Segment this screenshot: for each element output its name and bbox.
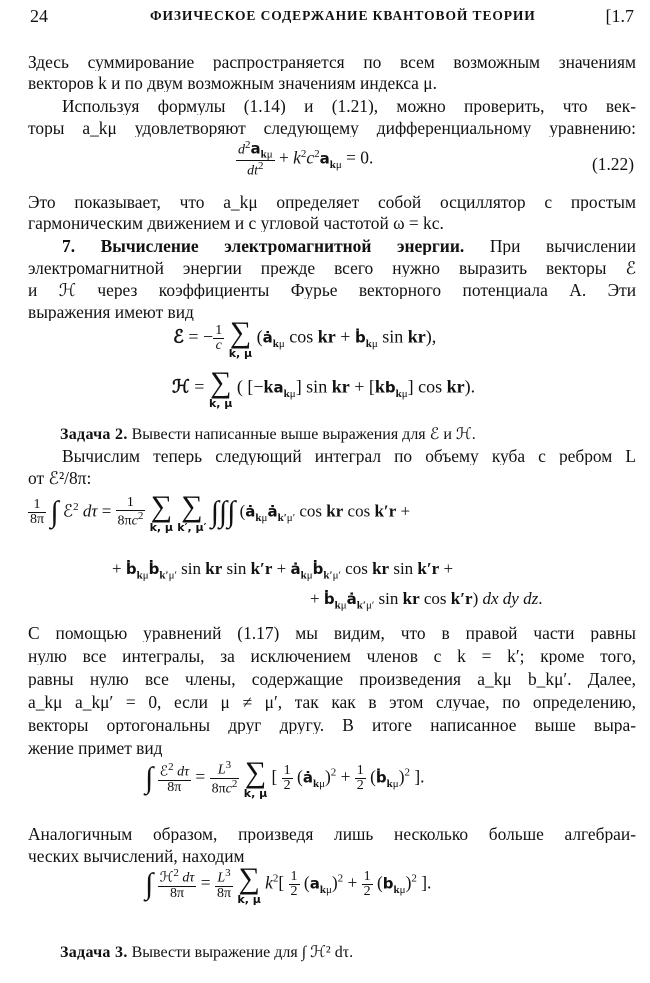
paragraph-line: Здесь суммирование распространяется по всем возможным значениям <box>28 54 636 72</box>
equation-magnetic-energy: ∫ $\frac{ℋ^2 d\tau}{8\pi}$ = $\frac{L^3}{8\pi}$ ∑ k, μ $k^2$[ $\frac{1}{2}$ $(a_{k\mu})^2$ + $\frac{1}{2}$ $(b_{k\mu})^2$ ]. <box>145 862 432 906</box>
equation-1-22: $\frac{d^2a_{k\mu}}{dt^2}$ + $k^2c^2a_{k\mu} = 0$. <box>238 139 374 180</box>
equation-energy-integral-line2: + ḃ$_{k\mu}$ḃ$_{k'\mu'}$ sin kr $\sin k'r + ȧ_{k\mu}ḃ_{k'\mu'}$ cos kr sin k′r + <box>112 559 454 582</box>
paragraph-line: равны нулю все члены, содержащие произведения a_kμ b_kμ′. Далее, <box>28 671 636 689</box>
paragraph-line: Аналогичным образом, произведя лишь несколько больше алгебраи- <box>28 826 636 844</box>
running-header <box>30 6 634 28</box>
paragraph-line: электромагнитной энергии прежде всего нужно выразить векторы ℰ <box>28 260 636 278</box>
paragraph-line: нулю все интегралы, за исключением членов с k = k′; кроме того, <box>28 648 636 666</box>
equation-electric-field: ℰ = − $\frac{1}{c}$ ∑ k, μ ($ȧ_{k\mu}$ cos kr + ḃ$_{k\mu}$ sin kr), <box>173 316 437 360</box>
paragraph-text: При вычислении <box>489 238 636 256</box>
equation-magnetic-field: ℋ = ∑ k, μ ( $[-ka_{k\mu}]$ sin kr + $[kb_{k\mu}]$ cos kr). <box>172 366 476 410</box>
paragraph-line: выражения имеют вид <box>28 304 194 322</box>
section-heading: 7. Вычисление электромагнитной энергии. <box>62 238 465 256</box>
paragraph-line: торы a_kμ удовлетворяют следующему дифференциальному уравнению: <box>28 120 636 138</box>
task-text: Вывести написанные выше выражения для ℰ и ℋ. <box>131 426 476 443</box>
page-number: 24 <box>30 6 48 26</box>
paragraph-line: и ℋ через коэффициенты Фурье векторного потенциала A. Эти <box>28 282 636 300</box>
paragraph-line: Используя формулы (1.14) и (1.21), можно проверить, что век- <box>62 98 636 116</box>
task-label: Задача 3. <box>60 944 128 961</box>
paragraph-line: векторы ортогональны друг другу. В итоге написанное выше выра- <box>28 717 636 735</box>
section-heading-line <box>62 238 636 255</box>
paragraph-line: a_kμ a_kμ′ = 0, если μ ≠ μ′, так как в этом случае, по определению, <box>28 694 636 712</box>
equation-energy-integral: $\frac{1}{8\pi}$ ∫ ℰ$^2$ dτ = $\frac{1}{8\pi c^2}$ ∑ k, μ ∑ k′, μ′ ∫∫∫ ($ȧ_{k\mu}ȧ_{k'\mu'}$ cos kr cos k′r + <box>30 490 411 534</box>
paragraph-line: Это показывает, что a_kμ определяет собой осциллятор с простым <box>28 194 636 212</box>
paragraph-line: жение примет вид <box>28 740 163 758</box>
paragraph-line: гармоническим движением и с угловой частотой ω = kc. <box>28 215 444 233</box>
running-title: ФИЗИЧЕСКОЕ СОДЕРЖАНИЕ КВАНТОВОЙ ТЕОРИИ <box>150 8 536 23</box>
paragraph-line: Вычислим теперь следующий интеграл по объему куба с ребром L <box>62 448 636 466</box>
equation-number: (1.22) <box>591 154 634 174</box>
section-marker: [1.7 <box>605 6 634 26</box>
equation-electric-energy: ∫ $\frac{ℰ^2 d\tau}{8\pi}$ = $\frac{L^3}{8\pi c^2}$ ∑ k, μ [ $\frac{1}{2}$ $(ȧ_{k\mu})^2$ + $\frac{1}{2}$ (ḃ$_{k\mu}$)$^2$ ]. <box>145 756 425 800</box>
paragraph-line: ческих вычислений, находим <box>28 848 245 866</box>
paragraph-line: С помощью уравнений (1.17) мы видим, что в правой части равны <box>28 625 636 643</box>
task-text: Вывести выражение для ∫ ℋ² dτ. <box>131 944 354 961</box>
task-2 <box>60 424 476 444</box>
task-label: Задача 2. <box>60 426 128 443</box>
paragraph-line: векторов k и по двум возможным значениям индекса μ. <box>28 75 437 93</box>
equation-energy-integral-line3: + $ḃ_{k\mu}ȧ_{k'\mu'}$ sin kr cos k′r) dx dy dz. <box>310 589 543 612</box>
paragraph-line: от ℰ²/8π: <box>28 470 92 488</box>
task-3 <box>60 942 353 962</box>
